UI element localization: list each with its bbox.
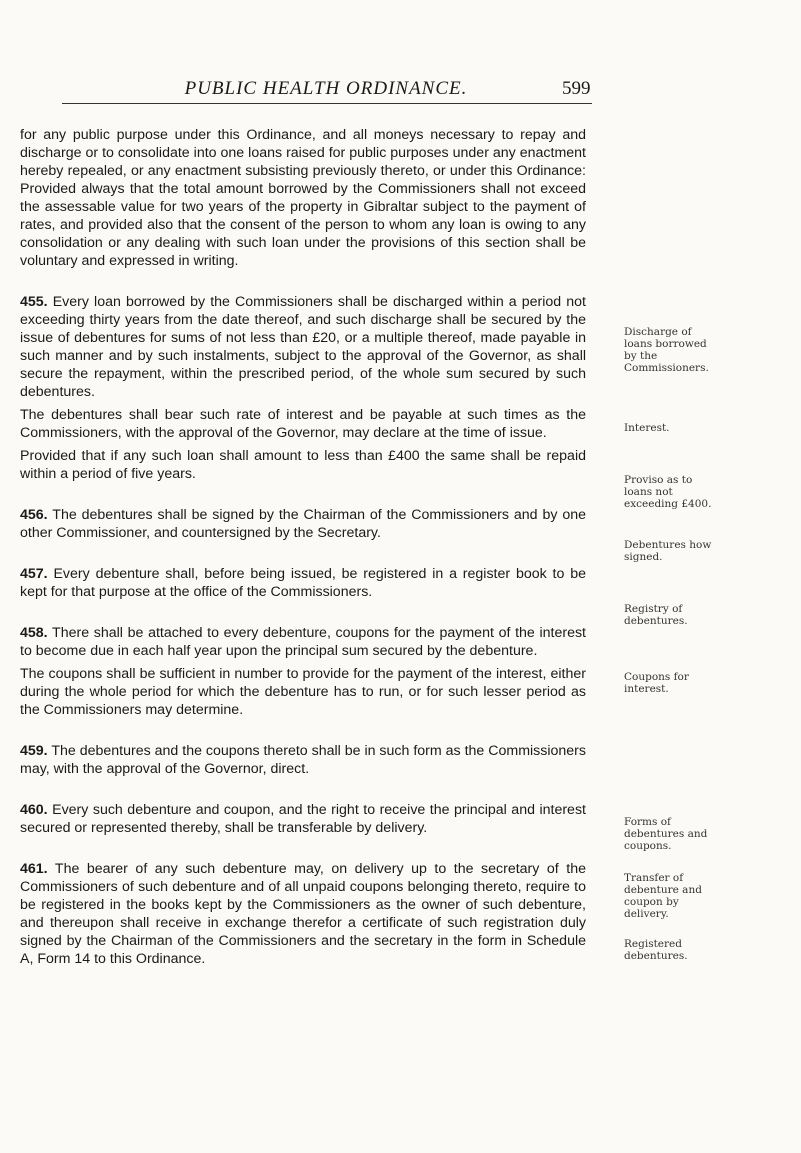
margin-note-interest: Interest. [624,422,670,434]
section-455-interest: The debentures shall bear such rate of interest and be payable at such times as the Commissioners, with the approval of the Governor, may declare at the time of issue. [20,407,586,441]
paragraph-continuation: for any public purpose under this Ordinance, and all moneys necessary to repay and discharge or to consolidate into one loans raised for public purposes under any enactment hereby repealed, or any enactment subsisting previously thereto, or under this Ordinance: Provided always that the total amount borrowed by the Commissioners shall not exceed the assessable value for two years of the property in Gibraltar subject to the payment of rates, and provided also that the consent of the person to whom any loan is owing to any consolidation or any dealing with such loan under the provisions of this section shall be voluntary and expressed in writing. [20,127,586,269]
section-number: 457. [20,566,48,582]
section-458: 458. There shall be attached to every debenture, coupons for the payment of the interest to become due in each half year upon the principal sum secured by the debenture. [20,625,586,659]
section-455-proviso: Provided that if any such loan shall amount to less than £400 the same shall be repaid within a period of five years. [20,448,586,482]
section-number: 460. [20,802,48,818]
section-455: 455. Every loan borrowed by the Commissioners shall be discharged within a period not exceeding thirty years from the date thereof, and such discharge shall be secured by the issue of debentures for sums of not less than £20, or a multiple thereof, made payable in such manner and by such instalments, subject to the approval of the Governor, as shall secure the repayment, within the prescribed period, of the whole sum secured by such debentures. [20,294,586,400]
section-459: 459. The debentures and the coupons thereto shall be in such form as the Commissioners may, with the approval of the Governor, direct. [20,743,587,777]
section-461: 461. The bearer of any such debenture may, on delivery up to the secretary of the Commissioners of such debenture and of all unpaid coupons belonging thereto, require to be registered in the books kept by the Commissioners as the owner of such debenture, and thereupon shall receive in exchange therefor a certificate of such registration duly signed by the Chairman of the Commissioners and the secretary in the form in Schedule A, Form 14 to this Ordinance. [20,861,586,967]
header-rule [62,103,592,104]
margin-note-458: Coupons for interest. [624,671,689,695]
margin-note-455: Discharge of loans borrowed by the Commissioners. [624,326,709,374]
margin-note-460: Transfer of debenture and coupon by delivery. [624,872,702,920]
margin-note-459: Forms of debentures and coupons. [624,816,708,852]
margin-note-461: Registered debentures. [624,938,688,962]
running-head [30,78,622,102]
section-458-coupons: The coupons shall be sufficient in number to provide for the payment of the interest, either during the whole period for which the debenture has to run, or for such lesser period as the Commissioners may determine. [20,666,586,718]
margin-note-456: Debentures how signed. [624,539,712,563]
margin-note-proviso: Proviso as to loans not exceeding £400. [624,474,712,510]
page-number: 599 [562,78,591,99]
main-text [20,126,586,968]
section-456: 456. The debentures shall be signed by the Chairman of the Commissioners and by one other Commissioner, and countersigned by the Secretary. [20,507,587,541]
section-number: 461. [20,861,48,877]
section-number: 458. [20,625,48,641]
section-number: 459. [20,743,48,759]
running-title: PUBLIC HEALTH ORDINANCE. [184,78,468,99]
section-number: 455. [20,294,48,310]
section-number: 456. [20,507,48,523]
section-460: 460. Every such debenture and coupon, and the right to receive the principal and interest secured or represented thereby, shall be transferable by delivery. [20,802,586,836]
section-457: 457. Every debenture shall, before being issued, be registered in a register book to be kept for that purpose at the office of the Commissioners. [20,566,586,600]
margin-note-457: Registry of debentures. [624,603,688,627]
